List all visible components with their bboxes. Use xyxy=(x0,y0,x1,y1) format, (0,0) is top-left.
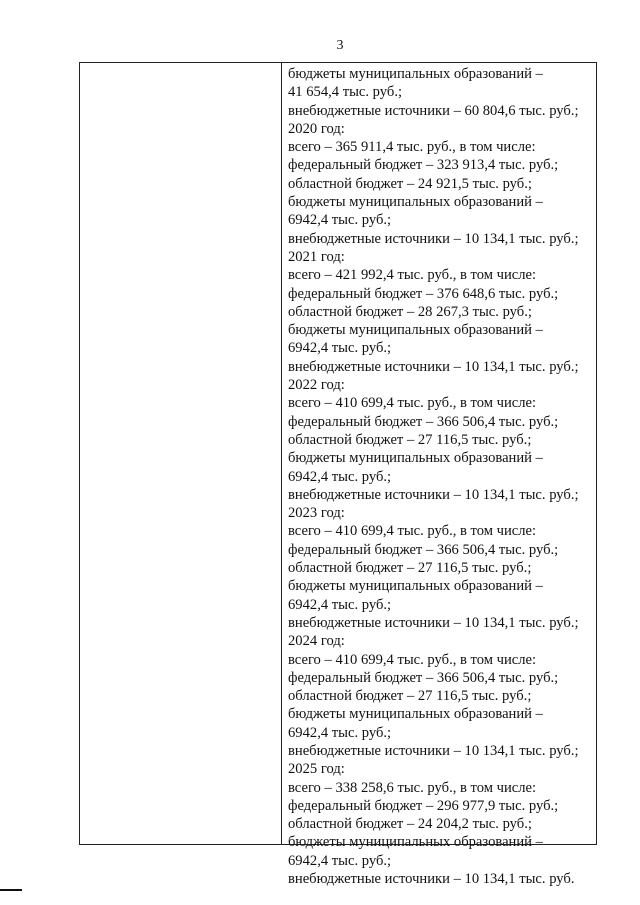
text-line: бюджеты муниципальных образований – xyxy=(288,322,543,339)
table-left-cell xyxy=(80,63,282,844)
text-line: всего – 410 699,4 тыс. руб., в том числе: xyxy=(288,651,537,668)
text-line: федеральный бюджет – 376 648,6 тыс. руб.; xyxy=(288,285,559,302)
text-line: 6942,4 тыс. руб.; xyxy=(288,596,392,613)
text-line: всего – 421 992,4 тыс. руб., в том числе: xyxy=(288,267,537,284)
text-line: внебюджетные источники – 10 134,1 тыс. руб.; xyxy=(288,486,579,503)
table-right-cell xyxy=(282,63,596,888)
year-heading: 2025 год: xyxy=(288,761,345,778)
page-number: 3 xyxy=(336,38,344,53)
text-line: всего – 410 699,4 тыс. руб., в том числе: xyxy=(288,523,537,540)
text-line: всего – 365 911,4 тыс. руб., в том числе: xyxy=(288,139,536,156)
funding-table xyxy=(79,62,597,888)
text-line: бюджеты муниципальных образований – xyxy=(288,450,543,467)
text-line: бюджеты муниципальных образований – xyxy=(288,834,543,851)
text-line: областной бюджет – 28 267,3 тыс. руб.; xyxy=(288,303,532,320)
text-line: федеральный бюджет – 296 977,9 тыс. руб.; xyxy=(288,797,559,814)
text-line: бюджеты муниципальных образований – xyxy=(288,66,543,82)
text-line: бюджеты муниципальных образований – xyxy=(288,706,543,723)
text-line: бюджеты муниципальных образований – xyxy=(288,578,543,595)
year-heading: 2023 год: xyxy=(288,505,345,522)
year-heading: 2024 год: xyxy=(288,633,345,650)
text-line: внебюджетные источники – 10 134,1 тыс. руб.; xyxy=(288,614,579,631)
text-line: внебюджетные источники – 10 134,1 тыс. руб.; xyxy=(288,742,579,759)
text-line: областной бюджет – 27 116,5 тыс. руб.; xyxy=(288,688,532,705)
text-line: 6942,4 тыс. руб.; xyxy=(288,340,392,357)
text-line: 6942,4 тыс. руб.; xyxy=(288,468,392,485)
text-line: областной бюджет – 24 921,5 тыс. руб.; xyxy=(288,175,532,192)
text-line: всего – 410 699,4 тыс. руб., в том числе: xyxy=(288,395,537,412)
text-line: 41 654,4 тыс. руб.; xyxy=(288,84,403,101)
text-line: федеральный бюджет – 366 506,4 тыс. руб.; xyxy=(288,669,559,686)
text-line: внебюджетные источники – 10 134,1 тыс. руб.; xyxy=(288,358,579,375)
text-line: внебюджетные источники – 10 134,1 тыс. руб.; xyxy=(288,230,579,247)
text-line: федеральный бюджет – 366 506,4 тыс. руб.; xyxy=(288,541,559,558)
text-line: внебюджетные источники – 10 134,1 тыс. руб. xyxy=(288,871,575,888)
text-line: областной бюджет – 24 204,2 тыс. руб.; xyxy=(288,816,532,833)
text-line: федеральный бюджет – 366 506,4 тыс. руб.; xyxy=(288,413,559,430)
text-line: 6942,4 тыс. руб.; xyxy=(288,852,392,869)
year-heading: 2022 год: xyxy=(288,377,345,394)
text-line: всего – 338 258,6 тыс. руб., в том числе: xyxy=(288,779,537,796)
year-heading: 2021 год: xyxy=(288,248,345,265)
text-line: областной бюджет – 27 116,5 тыс. руб.; xyxy=(288,560,532,577)
scan-edge-mark xyxy=(0,889,22,891)
year-heading: 2020 год: xyxy=(288,120,345,137)
text-line: внебюджетные источники – 60 804,6 тыс. руб.; xyxy=(288,102,579,119)
text-line: 6942,4 тыс. руб.; xyxy=(288,724,392,741)
text-line: 6942,4 тыс. руб.; xyxy=(288,212,392,229)
text-line: федеральный бюджет – 323 913,4 тыс. руб.; xyxy=(288,157,559,174)
text-line: областной бюджет – 27 116,5 тыс. руб.; xyxy=(288,431,532,448)
text-line: бюджеты муниципальных образований – xyxy=(288,194,543,211)
